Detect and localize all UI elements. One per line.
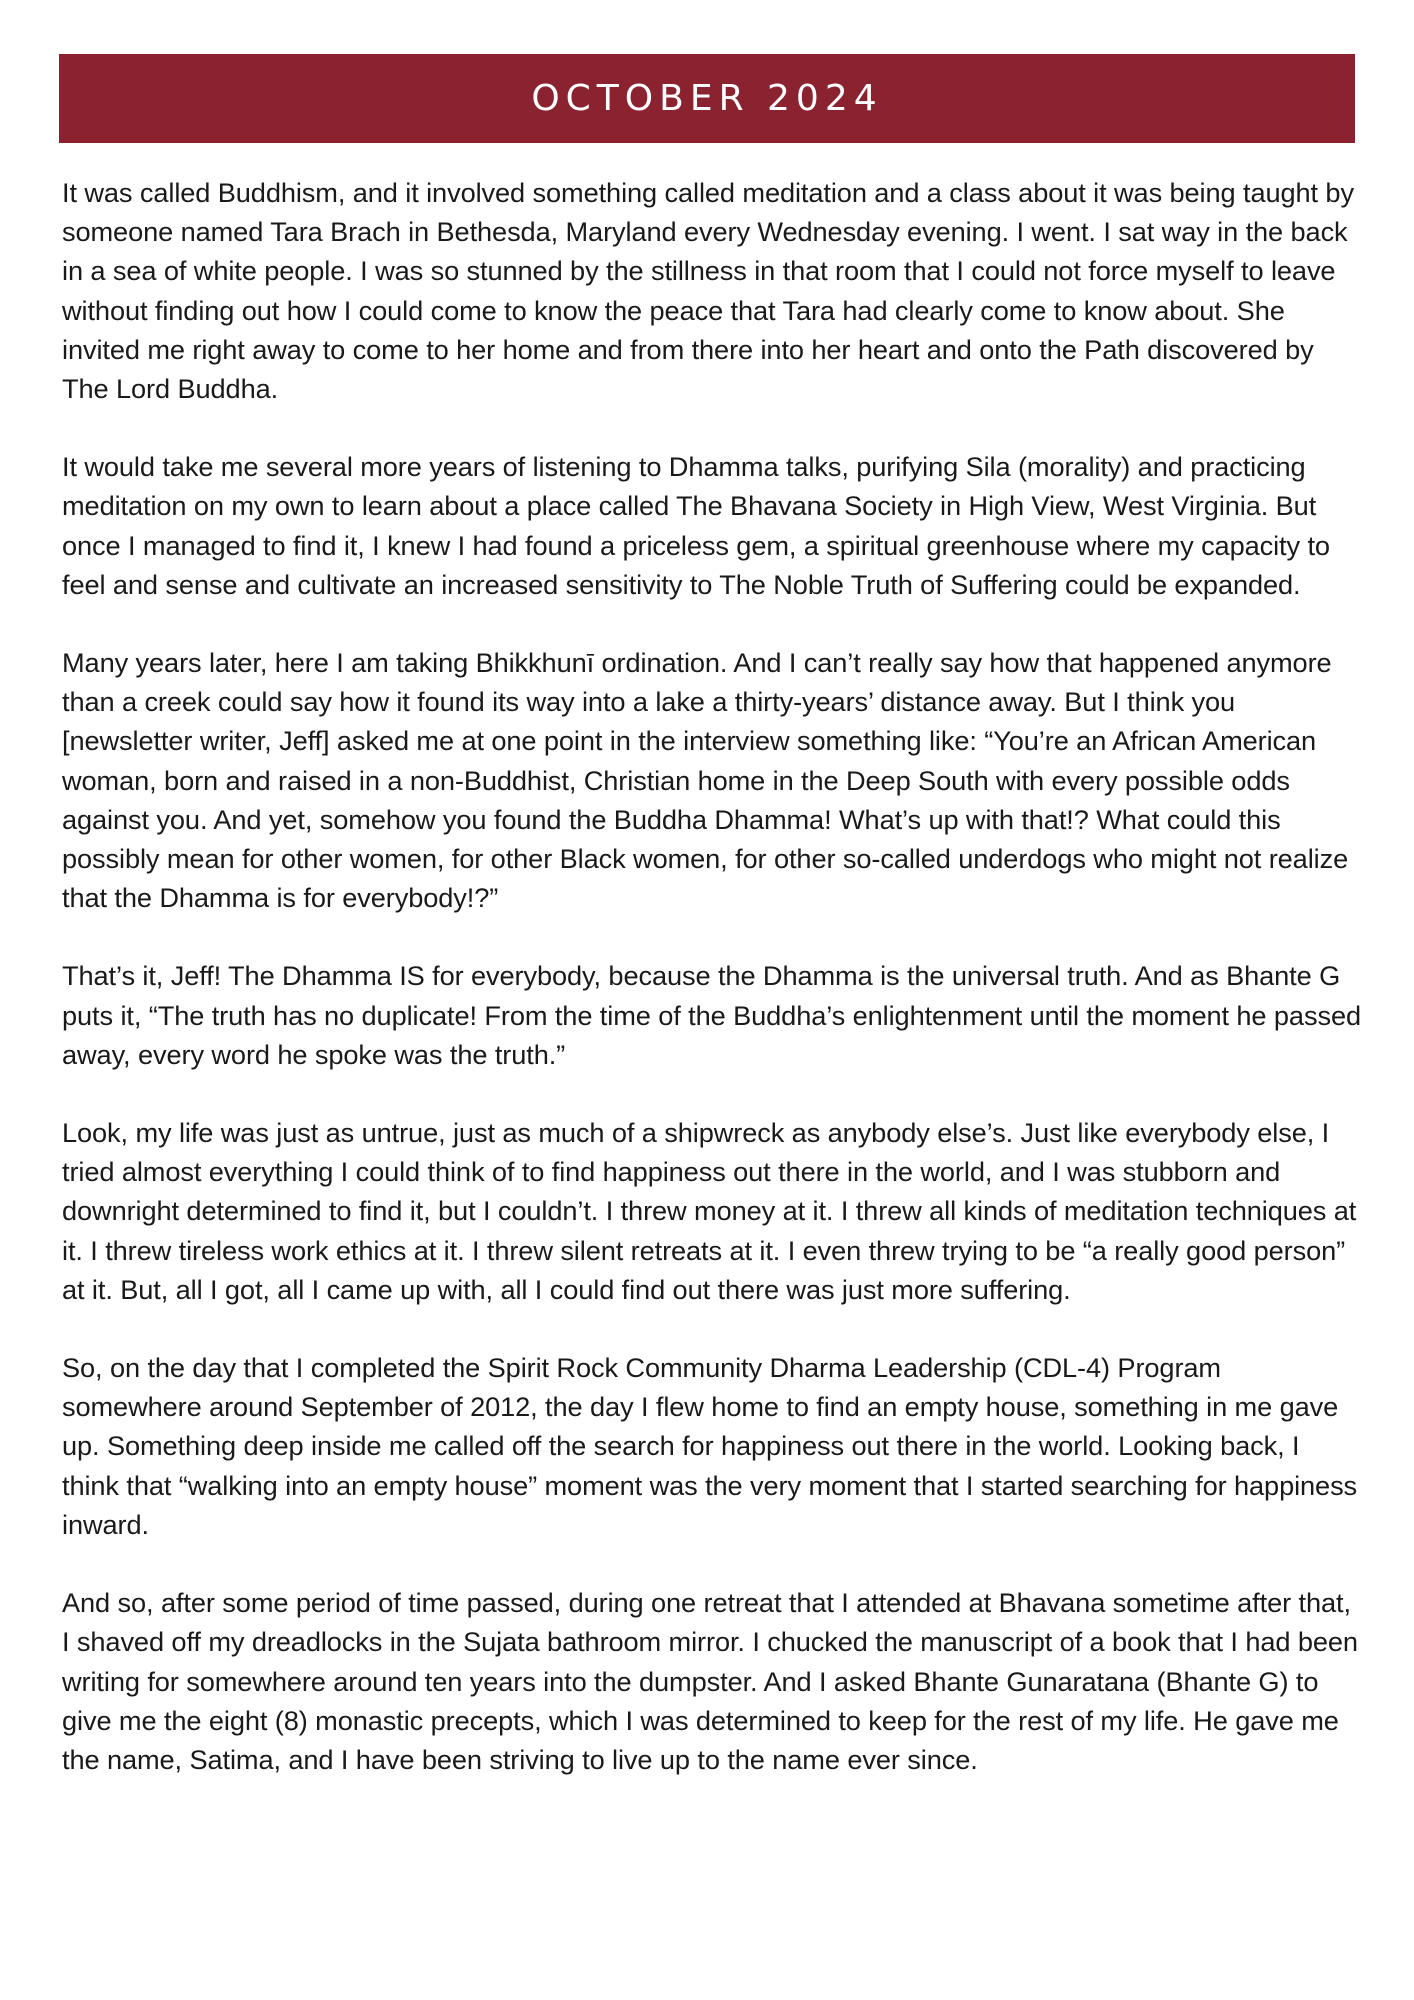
paragraph-7: And so, after some period of time passed, during one retreat that I attended at Bhavana sometime after that, I shaved off my dreadlocks in the Sujata bathroom mirror. I chucked the manuscript of a book that I had been writing for somewhere around ten years into the dumpster. And I asked Bhante Gunaratana (Bhante G) to give me the eight (8) monastic precepts, which I was determined to keep for the rest of my life. He gave me the name, Satima, and I have been striving to live up to the name ever since. [62, 1587, 1358, 1775]
month-banner [59, 54, 1355, 143]
article-body [62, 173, 1362, 1779]
paragraph-1: It was called Buddhism, and it involved something called meditation and a class about it was being taught by someone named Tara Brach in Bethesda, Maryland every Wednesday evening. I went. I sat way in the back in a sea of white people. I was so stunned by the stillness in that room that I could not force myself to leave without finding out how I could come to know the peace that Tara had clearly come to know about. She invited me right away to come to her home and from there into her heart and onto the Path discovered by The Lord Buddha. [62, 177, 1354, 405]
page-title: OCTOBER 2024 [531, 78, 883, 119]
paragraph-2: It would take me several more years of listening to Dhamma talks, purifying Sila (morality) and practicing meditation on my own to learn about a place called The Bhavana Society in High View, West Virginia. But once I managed to find it, I knew I had found a priceless gem, a spiritual greenhouse where my capacity to feel and sense and cultivate an increased sensitivity to The Noble Truth of Suffering could be expanded. [62, 451, 1330, 600]
paragraph-3: Many years later, here I am taking Bhikkhunī ordination. And I can’t really say how that happened anymore than a creek could say how it found its way into a lake a thirty-years’ distance away. But I think you [newsletter writer, Jeff] asked me at one point in the interview something like: “You’re an African American woman, born and raised in a non-Buddhist, Christian home in the Deep South with every possible odds against you. And yet, somehow you found the Buddha Dhamma! What’s up with that!? What could this possibly mean for other women, for other Black women, for other so-called underdogs who might not realize that the Dhamma is for everybody!?” [62, 647, 1349, 914]
paragraph-6: So, on the day that I completed the Spirit Rock Community Dharma Leadership (CDL-4) Program somewhere around September of 2012, the day I flew home to find an empty house, something in me gave up. Something deep inside me called off the search for happiness out there in the world. Looking back, I think that “walking into an empty house” moment was the very moment that I started searching for happiness inward. [62, 1352, 1358, 1540]
paragraph-4: That’s it, Jeff! The Dhamma IS for everybody, because the Dhamma is the universal truth. And as Bhante G puts it, “The truth has no duplicate! From the time of the Buddha’s enlightenment until the moment he passed away, every word he spoke was the truth.” [62, 960, 1361, 1070]
paragraph-5: Look, my life was just as untrue, just as much of a shipwreck as anybody else’s. Just like everybody else, I tried almost everything I could think of to find happiness out there in the world, and I was stubborn and downright determined to find it, but I couldn’t. I threw money at it. I threw all kinds of meditation techniques at it. I threw tireless work ethics at it. I threw silent retreats at it. I even threw trying to be “a really good person” at it. But, all I got, all I came up with, all I could find out there was just more suffering. [62, 1117, 1357, 1305]
